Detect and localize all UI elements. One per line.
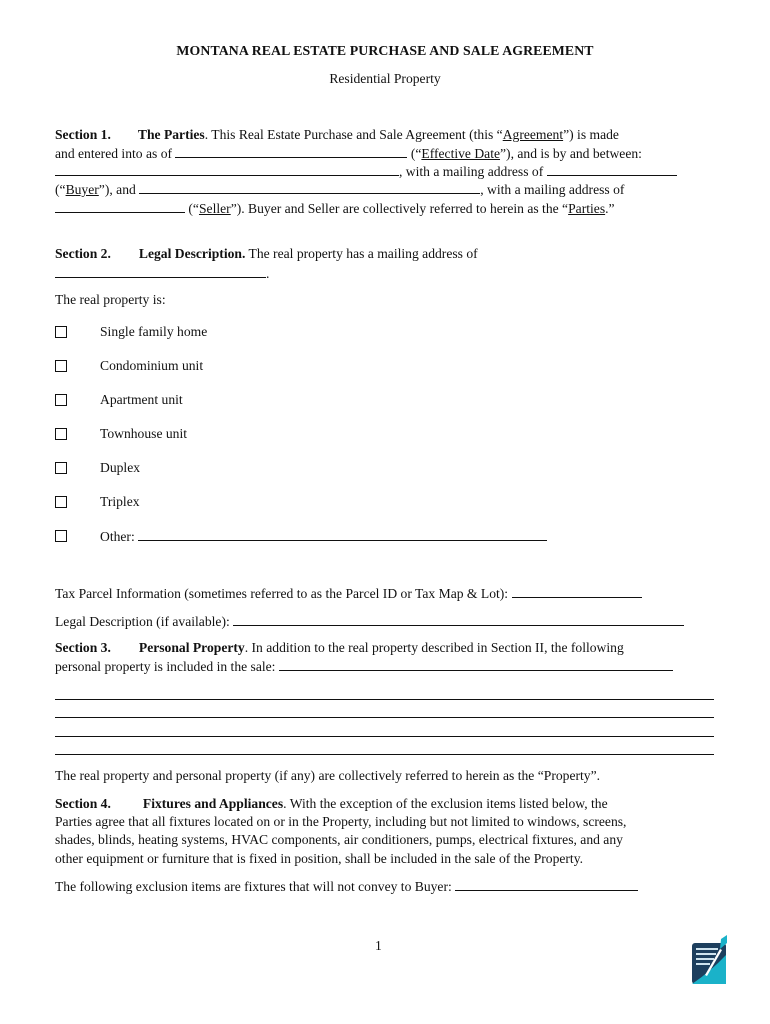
section-4-text: . With the exception of the exclusion items listed below, the	[283, 796, 608, 811]
section-1-line-3	[55, 163, 677, 180]
option-label: Triplex	[100, 494, 140, 509]
tax-parcel-label: Tax Parcel Information (sometimes referred to as the Parcel ID or Tax Map & Lot):	[55, 586, 509, 601]
section-1-text: , with a mailing address of	[399, 164, 544, 179]
seller-address-blank[interactable]	[55, 200, 185, 213]
section-1-text: , with a mailing address of	[480, 182, 625, 197]
section-3-text: personal property is included in the sale:	[55, 659, 276, 674]
option-label: Single family home	[100, 324, 208, 339]
tax-parcel-blank[interactable]	[512, 585, 642, 598]
legal-description-line	[55, 613, 684, 630]
tax-parcel-line	[55, 585, 642, 602]
document-subtitle: Residential Property	[329, 71, 441, 86]
option-label: Duplex	[100, 460, 141, 475]
effective-date-term: Effective Date	[421, 146, 501, 161]
section-1-text: (“	[55, 182, 66, 197]
section-1-text: ”) is made	[563, 127, 619, 142]
buyer-term: Buyer	[65, 182, 99, 197]
exclusion-items-blank[interactable]	[455, 878, 638, 891]
checkbox-triplex[interactable]	[55, 496, 67, 508]
agreement-term: Agreement	[502, 127, 564, 142]
checkbox-single-family[interactable]	[55, 326, 67, 338]
section-2-heading	[55, 246, 478, 262]
legal-description-blank[interactable]	[233, 613, 684, 626]
section-1-line-2	[55, 145, 642, 162]
section-1-text: (“	[407, 146, 422, 161]
section-2-text: .	[266, 266, 270, 281]
effective-date-blank[interactable]	[175, 145, 407, 158]
checkbox-duplex[interactable]	[55, 462, 67, 474]
property-note: The real property and personal property (if any) are collectively referred to herein as the “Property”.	[55, 768, 601, 783]
option-label: Other:	[100, 529, 135, 544]
real-property-intro: The real property is:	[55, 292, 166, 307]
legal-description-label: Legal Description (if available):	[55, 614, 230, 629]
section-4-line-2: Parties agree that all fixtures located on or in the Property, including but not limited to windows, screens,	[55, 814, 627, 829]
section-1-text: and entered into as of	[55, 146, 173, 161]
section-4-title: Fixtures and Appliances	[142, 796, 284, 811]
section-2-text: The real property has a mailing address of	[245, 246, 478, 261]
checkbox-apartment[interactable]	[55, 394, 67, 406]
section-4-line-4: other equipment or furniture that is fixed in position, shall be included in the sale of the Property.	[55, 851, 584, 866]
section-1-line-4	[55, 181, 624, 198]
option-label: Condominium unit	[100, 358, 204, 373]
personal-property-line[interactable]	[55, 717, 714, 718]
checkbox-condominium[interactable]	[55, 360, 67, 372]
parties-term: Parties	[568, 201, 606, 216]
mailing-address-blank[interactable]	[55, 265, 266, 278]
seller-name-blank[interactable]	[139, 181, 480, 194]
other-description-blank[interactable]	[138, 528, 547, 541]
section-1-text: . This Real Estate Purchase and Sale Agreement (this “	[204, 127, 503, 142]
buyer-address-blank[interactable]	[547, 163, 677, 176]
checkbox-townhouse[interactable]	[55, 428, 67, 440]
section-3-heading	[55, 640, 624, 656]
section-4-line-3: shades, blinds, heating systems, HVAC components, air conditioners, pumps, electrical fixtures, and any	[55, 832, 623, 847]
section-3-line-2	[55, 658, 673, 675]
exclusion-line	[55, 878, 638, 895]
document-logo-icon	[691, 935, 729, 985]
section-1-line-5	[55, 200, 615, 217]
exclusion-label: The following exclusion items are fixtures that will not convey to Buyer:	[55, 879, 452, 894]
section-4-heading	[55, 796, 608, 812]
section-2-title: Legal Description.	[138, 246, 246, 261]
section-1-text: ”), and	[98, 182, 136, 197]
option-label: Townhouse unit	[100, 426, 188, 441]
section-1-text: ”), and is by and between:	[500, 146, 642, 161]
section-3-number: Section 3.	[55, 640, 111, 655]
section-4-number: Section 4.	[55, 796, 111, 811]
personal-property-line[interactable]	[55, 699, 714, 700]
option-label: Apartment unit	[100, 392, 183, 407]
section-1-heading	[55, 127, 619, 143]
section-1-text: .”	[605, 201, 615, 216]
mailing-address-line	[55, 265, 269, 282]
section-1-text: ”). Buyer and Seller are collectively referred to herein as the “	[230, 201, 569, 216]
checkbox-other[interactable]	[55, 530, 67, 542]
personal-property-blank[interactable]	[279, 658, 673, 671]
section-3-title: Personal Property	[138, 640, 245, 655]
other-option-line	[100, 528, 547, 545]
personal-property-line[interactable]	[55, 754, 714, 755]
section-1-title: The Parties	[137, 127, 205, 142]
page-number: 1	[375, 938, 382, 953]
section-1-number: Section 1.	[55, 127, 111, 142]
document-title: MONTANA REAL ESTATE PURCHASE AND SALE AGREEMENT	[176, 43, 594, 58]
seller-term: Seller	[198, 201, 231, 216]
section-3-text: . In addition to the real property described in Section II, the following	[244, 640, 624, 655]
personal-property-line[interactable]	[55, 736, 714, 737]
buyer-name-blank[interactable]	[55, 163, 399, 176]
section-1-text: (“	[185, 201, 199, 216]
section-2-number: Section 2.	[55, 246, 111, 261]
